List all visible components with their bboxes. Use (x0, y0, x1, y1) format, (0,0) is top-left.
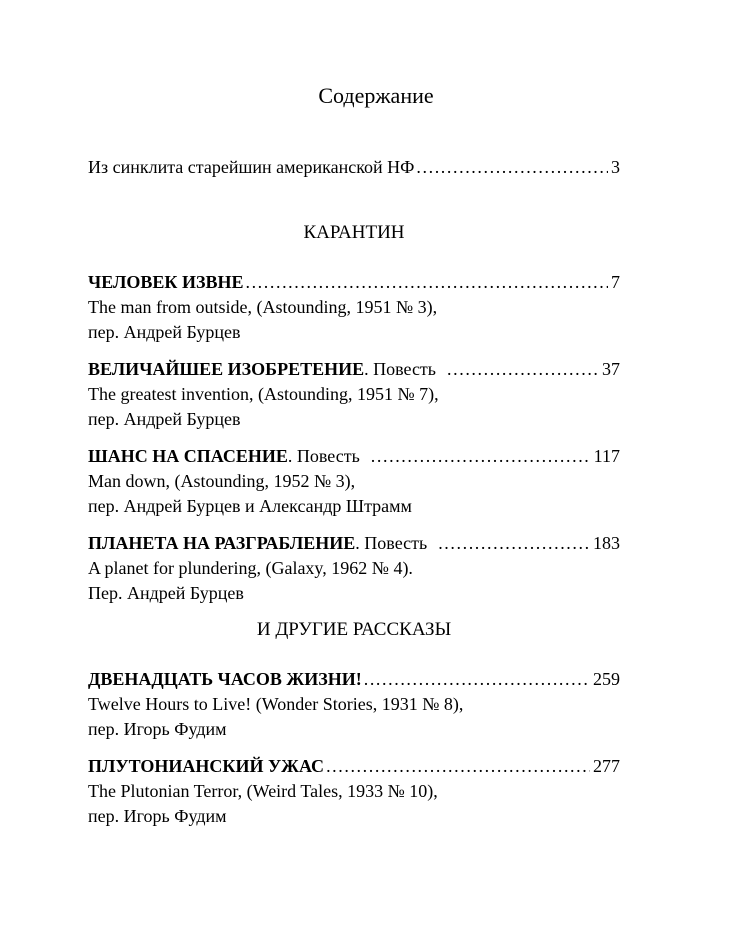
dot-leader (324, 754, 590, 779)
table-of-contents (88, 155, 620, 829)
toc-front-entry (88, 155, 620, 180)
entry-original-title: Man down, (Astounding, 1952 № 3), (88, 471, 356, 491)
entry-original-title: The Plutonian Terror, (Weird Tales, 1933 № 10), (88, 781, 438, 801)
entry-original-title: The man from outside, (Astounding, 1951 № 3), (88, 297, 438, 317)
entry-original-title: Twelve Hours to Live! (Wonder Stories, 1931 № 8), (88, 694, 464, 714)
page-number: 7 (611, 272, 620, 292)
dot-leader (436, 531, 590, 556)
toc-entry-title-line (88, 667, 620, 692)
page-number: 37 (602, 359, 620, 379)
page-number: 183 (593, 533, 620, 553)
entry-translator: пер. Андрей Бурцев (88, 409, 241, 429)
front-entry-title: Из синклита старейшин американской НФ (88, 157, 415, 177)
section-heading-other-stories: И ДРУГИЕ РАССКАЗЫ (256, 619, 452, 640)
page-number: 3 (611, 157, 620, 177)
dot-leader (243, 270, 608, 295)
entry-title: ЧЕЛОВЕК ИЗВНЕ (88, 272, 244, 292)
page-number: 277 (593, 756, 620, 776)
section-heading-karantin: КАРАНТИН (303, 222, 405, 243)
entry-translator: пер. Андрей Бурцев (88, 322, 241, 342)
page-title: Содержание (318, 83, 434, 108)
entry-title: ШАНС НА СПАСЕНИЕ (88, 446, 288, 466)
toc-entry-title-line (88, 444, 620, 469)
entry-translator: Пер. Андрей Бурцев (88, 583, 244, 603)
toc-entry-title-line (88, 754, 620, 779)
entry-translator: пер. Игорь Фудим (88, 719, 227, 739)
dot-leader (445, 357, 599, 382)
toc-entry (88, 754, 620, 829)
toc-entry (88, 444, 620, 519)
toc-entry (88, 270, 620, 345)
entry-translator: пер. Игорь Фудим (88, 806, 227, 826)
entry-title: ВЕЛИЧАЙШЕЕ ИЗОБРЕТЕНИЕ (88, 359, 365, 379)
page-number: 117 (593, 446, 620, 466)
entry-title: ДВЕНАДЦАТЬ ЧАСОВ ЖИЗНИ! (88, 669, 362, 689)
toc-entry (88, 357, 620, 432)
dot-leader (362, 667, 590, 692)
entry-subtitle: . Повесть (364, 359, 437, 379)
entry-subtitle: . Повесть (355, 533, 428, 553)
toc-entry (88, 531, 620, 606)
entry-title: ПЛУТОНИАНСКИЙ УЖАС (88, 756, 325, 776)
entry-original-title: A planet for plundering, (Galaxy, 1962 № 4). (88, 558, 413, 578)
toc-entry-title-line (88, 270, 620, 295)
dot-leader (369, 444, 591, 469)
toc-entry (88, 667, 620, 742)
entry-translator: пер. Андрей Бурцев и Александр Штрамм (88, 496, 412, 516)
page-number: 259 (593, 669, 620, 689)
entry-original-title: The greatest invention, (Astounding, 1951 № 7), (88, 384, 439, 404)
toc-entry-title-line (88, 357, 620, 382)
dot-leader (414, 155, 608, 180)
toc-entry-title-line (88, 531, 620, 556)
entry-title: ПЛАНЕТА НА РАЗГРАБЛЕНИЕ (88, 533, 356, 553)
entry-subtitle: . Повесть (287, 446, 360, 466)
